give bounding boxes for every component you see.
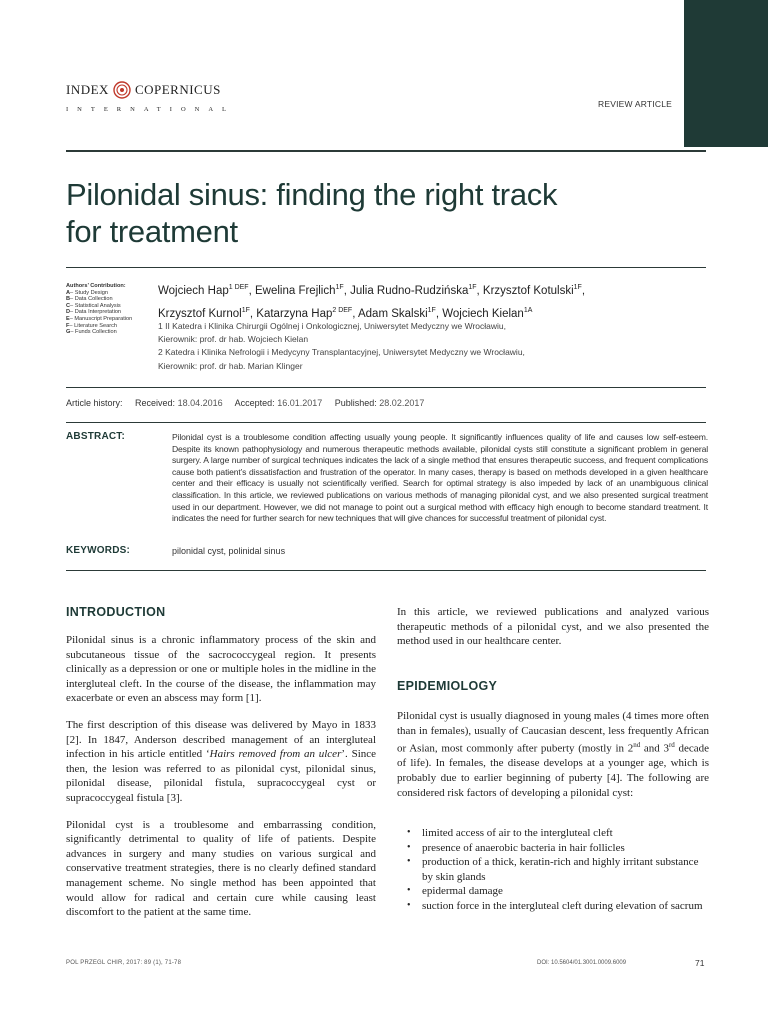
bullet-icon: • <box>407 899 411 911</box>
contribution-item: C– Statistical Analysis <box>66 302 121 309</box>
paragraph: Pilonidal cyst is usually diagnosed in young males (4 times more often than in females), usually of Caucasian descent, less frequently African or Asian, most commonly after puberty (mostly in 2nd and 3rd decade of life). In females, the disease develops at a younger age, which is probably due to earlier beginning of puberty [4]. The following are considered risk factors of developing a pilonidal cyst: <box>397 710 709 799</box>
epidemiology-heading: EPIDEMIOLOGY <box>397 679 498 693</box>
article-title <box>66 176 666 250</box>
affiliation-line: Kierownik: prof. dr hab. Marian Klinger <box>158 360 303 371</box>
received-label: Received: <box>135 398 176 408</box>
journal-citation: POL PRZEGL CHIR, 2017: 89 (1), 71-78 <box>66 960 182 966</box>
introduction-body-right <box>397 605 709 661</box>
published-label: Published: <box>334 398 377 408</box>
contribution-item: E– Manuscript Preparation <box>66 315 133 322</box>
author-name: Krzysztof Kotulski$^{1F}$, <box>482 284 586 297</box>
author-name: Krzysztof Kurnol$^{1F}$, <box>158 306 257 320</box>
doi: DOI: 10.5604/01.3001.0009.6009 <box>537 960 627 966</box>
title-line-2: for treatment <box>66 214 238 249</box>
list-item: • presence of anaerobic bacteria in hair follicles <box>407 841 625 854</box>
introduction-body-left <box>66 633 376 932</box>
bullet-icon: • <box>407 827 411 838</box>
history-label: Article history: <box>66 398 123 408</box>
paragraph: Pilonidal cyst is a troublesome and embarrassing condition, significantly detrimental to quality of life of patients. Despite advances in surgery and many studies on various surgical and conservative treatment strategies, there is no clearly defined standard management scheme. No single method has been appointed that would allow for radical and certain cure while causing least discomfort to the patient at the same time. <box>66 818 376 919</box>
keywords-text: pilonidal cyst, polinidal sinus <box>172 546 286 556</box>
author-name: Julia Rudno-Rudzińska$^{1F}$, <box>350 284 483 297</box>
list-item: • production of a thick, keratin-rich and highly irritant substance by skin glands <box>407 856 699 883</box>
affiliations <box>158 320 698 373</box>
affiliation-line: 2 Katedra i Klinika Nefrologii i Medycyny Transplantacyjnej, Uniwersytet Medyczny we Wrocławiu, <box>158 347 525 358</box>
logo-text-right: COPERNICUS <box>134 82 221 97</box>
logo-text-left: INDEX <box>66 82 109 97</box>
contribution-item: A– Study Design <box>66 289 108 296</box>
page-number: 71 <box>695 958 705 968</box>
received-date: 18.04.2016 <box>177 398 223 408</box>
authors-contribution-legend <box>66 283 156 336</box>
title-divider <box>66 267 706 268</box>
list-item: • suction force in the intergluteal cleft during elevation of sacrum <box>407 899 703 912</box>
list-item: • epidermal damage <box>407 885 503 898</box>
bullet-icon: • <box>407 856 411 868</box>
article-history <box>66 398 424 408</box>
keywords-label: KEYWORDS: <box>66 545 131 556</box>
accepted-label: Accepted: <box>234 398 275 408</box>
paragraph: Pilonidal sinus is a chronic inflammatory process of the skin and subcutaneous tissue of the sacrococcygeal region. It presents clinically as a depression or one or multiple holes in the midline in the intergluteal cleft. In the course of the disease, the inflammation may exacerbate or even an abscess may form [1]. <box>66 634 376 705</box>
contribution-item: D– Data Interpretation <box>66 309 122 316</box>
accepted-date: 16.01.2017 <box>277 398 323 408</box>
contribution-item: B– Data Collection <box>66 296 113 303</box>
history-divider <box>66 422 706 423</box>
keywords-divider <box>66 570 706 571</box>
abstract-label: ABSTRACT: <box>66 431 126 442</box>
affiliation-line: Kierownik: prof. dr hab. Wojciech Kielan <box>158 334 309 345</box>
epidemiology-body <box>397 709 709 812</box>
title-line-1: Pilonidal sinus: finding the right track <box>66 177 558 212</box>
published-date: 28.02.2017 <box>379 398 425 408</box>
author-name: Wojciech Kielan$^{1A}$ <box>442 306 533 320</box>
author-name: Wojciech Hap$^{1 DEF}$, <box>158 284 255 297</box>
affiliation-line: 1 II Katedra i Klinika Chirurgii Ogólnej i Onkologicznej, Uniwersytet Medyczny we Wrocławiu, <box>158 321 507 331</box>
introduction-heading: INTRODUCTION <box>66 605 166 619</box>
paragraph: The first description of this disease was delivered by Mayo in 1833 [2]. In 1847, Anderson described management of an intergluteal infection in his article entitled ‘Hairs removed from an ulcer’. Since then, the lesion was referred to as pilonidal cyst, pilonidal sinus, pilonidal disease, pilonidal fistula, supracoccygeal cyst or supracoccygeal fistula [3]. <box>66 718 377 804</box>
affiliation-divider <box>66 387 706 388</box>
abstract-text: Pilonidal cyst is a troublesome condition affecting usually young people. It significantly influences quality of life and causes low self-esteem. Despite its known pathophysiology and numerous therapeutic methods available, pilonidal cysts still constitute a significant problem in general surgery. A large number of surgical techniques indicates the lack of a single method that ensures therapeutic success, and frequent complications cause both patient’s dissatisfaction and frustration of the operator. In many cases, therapy is based on methods developed in a given healthcare center and their efficacy is usually not scientifically verified. Search for optimal strategy is also impeded by lack of an unambiguous clinical classification. In this article, we reviewed publications on various methods of managing pilonidal cyst, and we also presented surgical treatment used in our department. However, we did not manage to point out a surgical method with efficacy high enough to become standard treatment. It indicates the need for further search for new techniques that will give chances for successful treatment of pilonidal cyst. <box>172 432 708 524</box>
author-name: Katarzyna Hap$^{2 DEF}$, <box>256 306 358 320</box>
author-name: Adam Skalski$^{1F}$, <box>357 306 443 320</box>
header-accent-bar <box>684 0 768 147</box>
paragraph: In this article, we reviewed publications and analyzed various therapeutic methods of a pilonidal cyst, and we also presented the method used in our healthcare center. <box>397 606 709 648</box>
header-divider <box>66 150 706 152</box>
logo-subtitle: INTERNATIONAL <box>66 106 235 113</box>
contribution-item: F– Literature Search <box>66 322 117 329</box>
author-list <box>158 278 698 324</box>
bullet-icon: • <box>407 885 411 897</box>
risk-factor-list <box>397 826 709 914</box>
contribution-heading: Authors’ Contribution: <box>66 283 126 289</box>
logo-swirl-icon <box>112 80 132 100</box>
list-item: • limited access of air to the intergluteal cleft <box>407 827 613 839</box>
article-type-label: REVIEW ARTICLE <box>598 99 672 109</box>
contribution-item: G– Funds Collection <box>66 329 117 336</box>
author-name: Ewelina Frejlich$^{1F}$, <box>254 284 351 297</box>
index-copernicus-logo <box>66 80 236 114</box>
bullet-icon: • <box>407 841 411 853</box>
